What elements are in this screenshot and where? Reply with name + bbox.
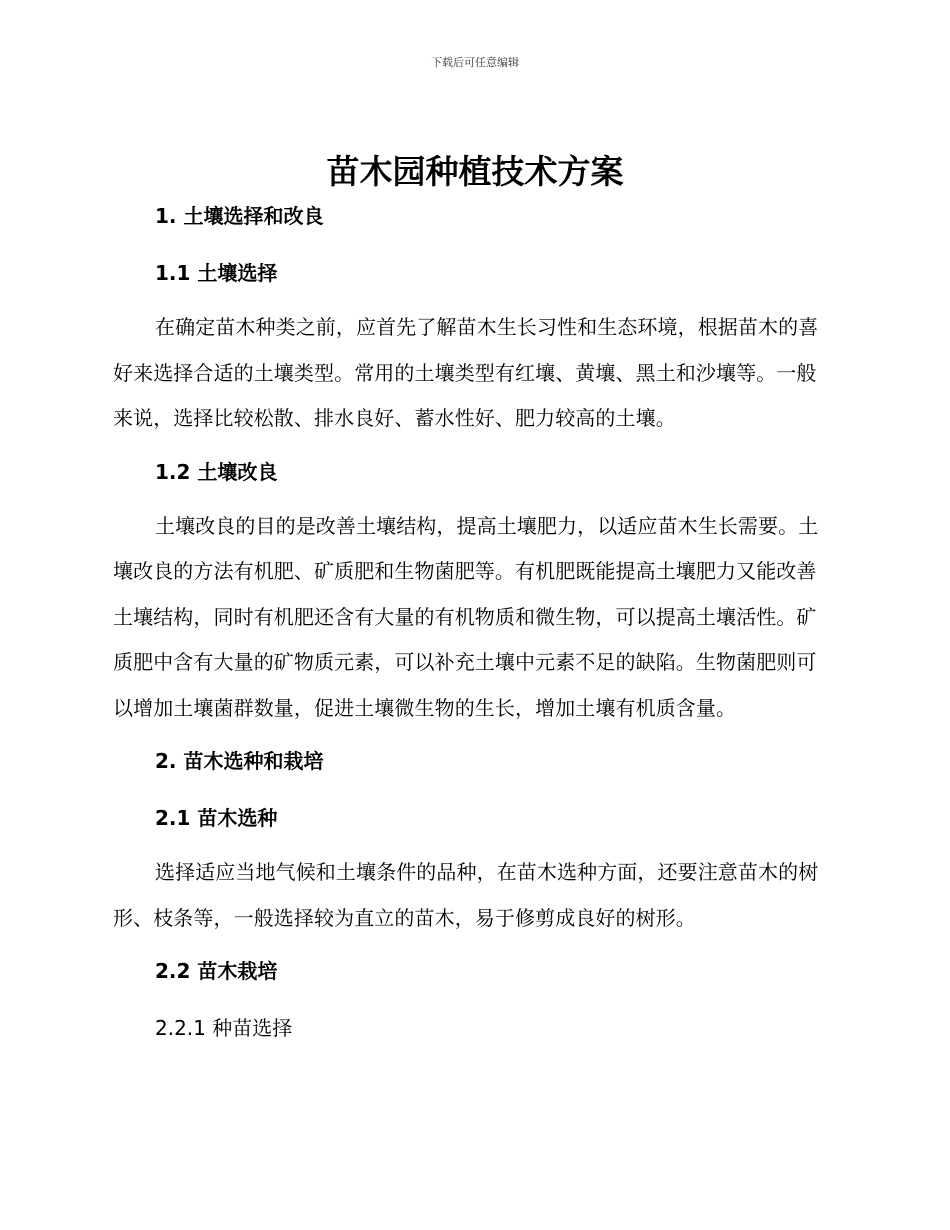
section-2-1-paragraph: 选择适应当地气候和土壤条件的品种，在苗木选种方面，还要注意苗木的树形、枝条等，一般选择较为直立的苗木，易于修剪成良好的树形。	[113, 860, 819, 930]
section-1-1-paragraph: 在确定苗木种类之前，应首先了解苗木生长习性和生态环境，根据苗木的喜好来选择合适的土壤类型。常用的土壤类型有红壤、黄壤、黑土和沙壤等。一般来说，选择比较松散、排水良好、蓄水性好、肥力较高的土壤。	[113, 315, 819, 430]
header-note: 下载后可任意编辑	[431, 56, 519, 69]
section-2-2-1-heading: 2.2.1 种苗选择	[155, 1016, 293, 1040]
section-2-1-heading: 2.1 苗木选种	[155, 806, 278, 830]
document-title: 苗木园种植技术方案	[326, 152, 624, 191]
section-2-heading: 2. 苗木选种和栽培	[155, 749, 324, 773]
section-1-2-heading: 1.2 土壤改良	[155, 459, 278, 484]
document-body	[113, 200, 833, 1044]
section-1-2-paragraph: 土壤改良的目的是改善土壤结构，提高土壤肥力，以适应苗木生长需要。土壤改良的方法有机肥、矿质肥和生物菌肥等。有机肥既能提高土壤肥力又能改善土壤结构，同时有机肥还含有大量的有机物质和微生物，可以提高土壤活性。矿质肥中含有大量的矿物质元素，可以补充土壤中元素不足的缺陷。生物菌肥则可以增加土壤菌群数量，促进土壤微生物的生长，增加土壤有机质含量。	[113, 513, 819, 720]
section-1-heading: 1. 土壤选择和改良	[155, 204, 324, 228]
section-1-1-heading: 1.1 土壤选择	[155, 261, 278, 285]
section-2-2-heading: 2.2 苗木栽培	[155, 959, 278, 983]
